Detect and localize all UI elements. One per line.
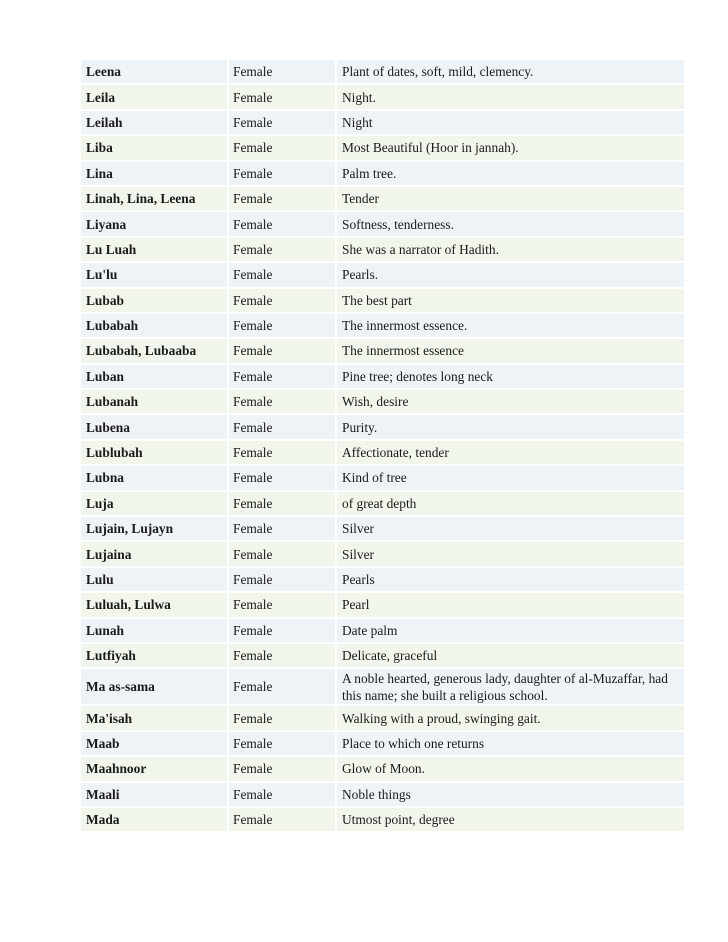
table-row bbox=[81, 517, 684, 540]
meaning-cell: Tender bbox=[337, 187, 684, 210]
gender-cell: Female bbox=[227, 390, 337, 413]
gender-cell: Female bbox=[227, 517, 337, 540]
meaning-cell: The innermost essence. bbox=[337, 314, 684, 337]
table-row bbox=[81, 390, 684, 413]
name-cell: Luja bbox=[81, 492, 227, 515]
table-row bbox=[81, 415, 684, 438]
table-row bbox=[81, 644, 684, 667]
gender-cell: Female bbox=[227, 669, 337, 704]
table-row bbox=[81, 111, 684, 134]
names-table bbox=[81, 58, 684, 833]
meaning-cell: Pine tree; denotes long neck bbox=[337, 365, 684, 388]
gender-cell: Female bbox=[227, 644, 337, 667]
gender-cell: Female bbox=[227, 212, 337, 235]
name-cell: Liba bbox=[81, 136, 227, 159]
name-cell: Lina bbox=[81, 162, 227, 185]
gender-cell: Female bbox=[227, 238, 337, 261]
name-cell: Lutfiyah bbox=[81, 644, 227, 667]
table-row bbox=[81, 60, 684, 83]
name-cell: Lu Luah bbox=[81, 238, 227, 261]
name-cell: Luban bbox=[81, 365, 227, 388]
gender-cell: Female bbox=[227, 314, 337, 337]
gender-cell: Female bbox=[227, 365, 337, 388]
gender-cell: Female bbox=[227, 85, 337, 108]
gender-cell: Female bbox=[227, 187, 337, 210]
name-cell: Lujaina bbox=[81, 542, 227, 565]
gender-cell: Female bbox=[227, 466, 337, 489]
name-cell: Liyana bbox=[81, 212, 227, 235]
meaning-cell: The innermost essence bbox=[337, 339, 684, 362]
meaning-cell: Date palm bbox=[337, 619, 684, 642]
name-cell: Leilah bbox=[81, 111, 227, 134]
gender-cell: Female bbox=[227, 492, 337, 515]
name-cell: Maali bbox=[81, 783, 227, 806]
gender-cell: Female bbox=[227, 441, 337, 464]
meaning-cell: She was a narrator of Hadith. bbox=[337, 238, 684, 261]
name-cell: Mada bbox=[81, 808, 227, 831]
table-row bbox=[81, 187, 684, 210]
gender-cell: Female bbox=[227, 136, 337, 159]
meaning-cell: Wish, desire bbox=[337, 390, 684, 413]
name-cell: Ma as-sama bbox=[81, 669, 227, 704]
name-cell: Lubna bbox=[81, 466, 227, 489]
table-row bbox=[81, 466, 684, 489]
name-cell: Leena bbox=[81, 60, 227, 83]
gender-cell: Female bbox=[227, 732, 337, 755]
gender-cell: Female bbox=[227, 706, 337, 729]
table-row bbox=[81, 808, 684, 831]
table-row bbox=[81, 783, 684, 806]
gender-cell: Female bbox=[227, 593, 337, 616]
name-cell: Lubena bbox=[81, 415, 227, 438]
gender-cell: Female bbox=[227, 568, 337, 591]
meaning-cell: Pearls. bbox=[337, 263, 684, 286]
table-row bbox=[81, 593, 684, 616]
name-cell: Maahnoor bbox=[81, 757, 227, 780]
meaning-cell: Night. bbox=[337, 85, 684, 108]
meaning-cell: Place to which one returns bbox=[337, 732, 684, 755]
gender-cell: Female bbox=[227, 542, 337, 565]
name-cell: Lubanah bbox=[81, 390, 227, 413]
name-cell: Lubabah bbox=[81, 314, 227, 337]
table-row bbox=[81, 238, 684, 261]
table-row bbox=[81, 85, 684, 108]
meaning-cell: Glow of Moon. bbox=[337, 757, 684, 780]
names-table-body bbox=[81, 60, 684, 831]
name-cell: Linah, Lina, Leena bbox=[81, 187, 227, 210]
meaning-cell: Walking with a proud, swinging gait. bbox=[337, 706, 684, 729]
table-row bbox=[81, 757, 684, 780]
name-cell: Leila bbox=[81, 85, 227, 108]
table-row bbox=[81, 136, 684, 159]
name-cell: Lubab bbox=[81, 289, 227, 312]
gender-cell: Female bbox=[227, 339, 337, 362]
meaning-cell: Most Beautiful (Hoor in jannah). bbox=[337, 136, 684, 159]
gender-cell: Female bbox=[227, 263, 337, 286]
gender-cell: Female bbox=[227, 783, 337, 806]
table-row bbox=[81, 732, 684, 755]
meaning-cell: A noble hearted, generous lady, daughter of al-Muzaffar, had this name; she built a religious school. bbox=[337, 669, 684, 704]
gender-cell: Female bbox=[227, 619, 337, 642]
gender-cell: Female bbox=[227, 60, 337, 83]
name-cell: Luluah, Lulwa bbox=[81, 593, 227, 616]
meaning-cell: Plant of dates, soft, mild, clemency. bbox=[337, 60, 684, 83]
meaning-cell: Pearls bbox=[337, 568, 684, 591]
table-row bbox=[81, 706, 684, 729]
table-row bbox=[81, 162, 684, 185]
table-row bbox=[81, 212, 684, 235]
gender-cell: Female bbox=[227, 757, 337, 780]
table-row bbox=[81, 263, 684, 286]
table-row bbox=[81, 568, 684, 591]
meaning-cell: Purity. bbox=[337, 415, 684, 438]
meaning-cell: Night bbox=[337, 111, 684, 134]
meaning-cell: Affectionate, tender bbox=[337, 441, 684, 464]
table-row bbox=[81, 542, 684, 565]
meaning-cell: The best part bbox=[337, 289, 684, 312]
meaning-cell: of great depth bbox=[337, 492, 684, 515]
gender-cell: Female bbox=[227, 808, 337, 831]
table-row bbox=[81, 339, 684, 362]
name-cell: Lujain, Lujayn bbox=[81, 517, 227, 540]
name-cell: Lunah bbox=[81, 619, 227, 642]
meaning-cell: Kind of tree bbox=[337, 466, 684, 489]
gender-cell: Female bbox=[227, 162, 337, 185]
name-cell: Lubabah, Lubaaba bbox=[81, 339, 227, 362]
meaning-cell: Delicate, graceful bbox=[337, 644, 684, 667]
table-row bbox=[81, 289, 684, 312]
meaning-cell: Noble things bbox=[337, 783, 684, 806]
name-cell: Maab bbox=[81, 732, 227, 755]
meaning-cell: Silver bbox=[337, 542, 684, 565]
table-row bbox=[81, 314, 684, 337]
meaning-cell: Utmost point, degree bbox=[337, 808, 684, 831]
meaning-cell: Pearl bbox=[337, 593, 684, 616]
gender-cell: Female bbox=[227, 415, 337, 438]
gender-cell: Female bbox=[227, 289, 337, 312]
name-cell: Ma'isah bbox=[81, 706, 227, 729]
table-row bbox=[81, 669, 684, 704]
meaning-cell: Softness, tenderness. bbox=[337, 212, 684, 235]
name-cell: Lu'lu bbox=[81, 263, 227, 286]
table-row bbox=[81, 492, 684, 515]
table-row bbox=[81, 441, 684, 464]
meaning-cell: Palm tree. bbox=[337, 162, 684, 185]
name-cell: Lublubah bbox=[81, 441, 227, 464]
table-row bbox=[81, 619, 684, 642]
gender-cell: Female bbox=[227, 111, 337, 134]
table-row bbox=[81, 365, 684, 388]
meaning-cell: Silver bbox=[337, 517, 684, 540]
name-cell: Lulu bbox=[81, 568, 227, 591]
